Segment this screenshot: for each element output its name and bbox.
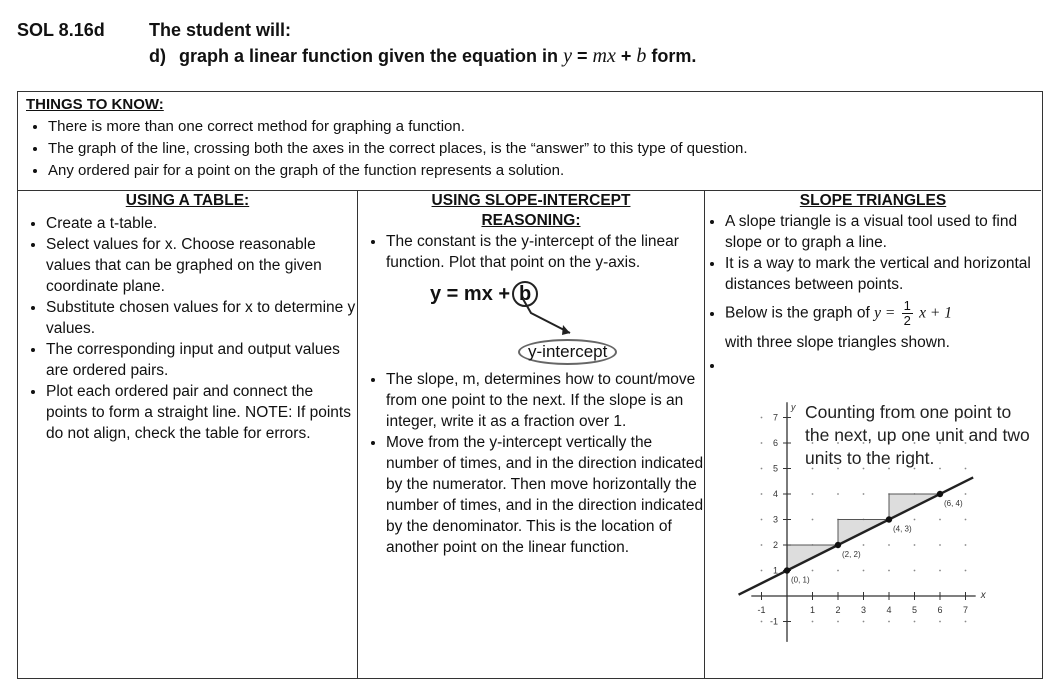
using-table-column (18, 191, 358, 678)
grid-dot (914, 519, 916, 521)
plotted-point (886, 516, 892, 522)
objective (149, 44, 696, 69)
slope-item-2: • The slope, m, determines how to count/move from one point to the next. If the slope is an integer, write it as a fraction over 1. (386, 369, 704, 432)
grid-dot (761, 519, 763, 521)
table-item: • Select values for x. Choose reasonable values that can be graphed on the given coordinate plane. (46, 234, 357, 297)
grid-dot (939, 544, 941, 546)
equation-diagram (358, 273, 704, 369)
grid-dot (812, 621, 814, 623)
objective-y: y (563, 45, 572, 67)
sol-code: SOL 8.16d (17, 20, 105, 40)
grid-dot (914, 621, 916, 623)
equation-b-circle: b (512, 281, 538, 307)
point-label: (0, 1) (791, 575, 810, 585)
using-table-title: USING A TABLE: (125, 192, 250, 209)
slope-triangles-column (705, 191, 1041, 678)
eq-num: 1 (903, 298, 911, 313)
things-to-know (26, 94, 1026, 182)
eq-y: y = (874, 304, 896, 322)
grid-dot (863, 570, 865, 572)
grid-dot (812, 493, 814, 495)
grid-dot (888, 544, 890, 546)
table-item: • Plot each ordered pair and connect the points to form a straight line. NOTE: If points do not align, check the table for errors. (46, 381, 357, 444)
x-tick-label: 1 (809, 605, 816, 615)
grid-dot (761, 621, 763, 623)
x-tick-label: 4 (886, 605, 892, 615)
x-tick-label: -1 (757, 605, 766, 615)
empty-bullet (725, 355, 1041, 376)
method-columns (18, 190, 1041, 678)
grid-dot (939, 570, 941, 572)
point-label: (4, 3) (893, 524, 912, 534)
grid-dot (863, 621, 865, 623)
y-tick-label: 4 (772, 489, 778, 499)
grid-dot (837, 621, 839, 623)
x-tick-label: 2 (835, 605, 841, 615)
grid-dot (761, 442, 763, 444)
ttk-item: • There is more than one correct method for graphing a function. (48, 116, 1026, 138)
eq-fraction (902, 299, 913, 328)
y-intercept-label: y-intercept (518, 339, 617, 365)
objective-eq: = (576, 46, 588, 66)
objective-label: d) (149, 46, 166, 66)
ttk-item: • The graph of the line, crossing both the axes in the correct places, is the “answer” to this type of question. (48, 138, 1026, 160)
slope-item-3: • Move from the y-intercept vertically the number of times, and in the direction indicated by the numerator. Then move horizontally the number of times, and in the direction indicated by the denominator. This is the location of another point on the linear function. (386, 432, 704, 558)
grid-dot (914, 570, 916, 572)
plotted-point (937, 491, 943, 497)
slope-intercept-title-2: REASONING: (481, 212, 581, 229)
y-tick-label: 7 (772, 412, 778, 423)
objective-end: form. (651, 46, 697, 66)
grid-dot (812, 519, 814, 521)
y-tick-label: 1 (772, 565, 778, 576)
triangles-item-1: • A slope triangle is a visual tool used to find slope or to graph a line. (725, 211, 1041, 253)
y-tick-label: 5 (772, 463, 778, 474)
graph-callout: Counting from one point to the next, up one unit and two units to the right. (805, 402, 1030, 468)
grid-dot (863, 493, 865, 495)
grid-dot (888, 621, 890, 623)
grid-dot (965, 621, 967, 623)
grid-dot (914, 544, 916, 546)
item3-suffix: with three slope triangles shown. (725, 334, 950, 351)
slope-intercept-column (358, 191, 705, 678)
y-tick-label: 3 (772, 514, 778, 525)
grid-dot (863, 544, 865, 546)
x-tick-label: 3 (860, 605, 867, 615)
grid-dot (812, 570, 814, 572)
objective-b: b (636, 45, 647, 67)
things-to-know-title: THINGS TO KNOW: (26, 96, 164, 113)
eq-den: 2 (903, 313, 911, 328)
grid-dot (965, 493, 967, 495)
grid-dot (761, 544, 763, 546)
triangles-item-3 (725, 299, 1041, 328)
grid-dot (939, 621, 941, 623)
grid-dot (837, 570, 839, 572)
y-axis-label: y (791, 402, 796, 413)
x-axis-label: x (980, 590, 986, 601)
ttk-item: • Any ordered pair for a point on the graph of the function represents a solution. (48, 160, 1026, 182)
plotted-point (784, 567, 790, 573)
grid-dot (965, 544, 967, 546)
point-label: (6, 4) (944, 499, 963, 508)
triangles-item-2: • It is a way to mark the vertical and horizontal distances between points. (725, 253, 1041, 295)
grid-dot (837, 493, 839, 495)
grid-dot (965, 570, 967, 572)
equation (430, 281, 538, 307)
grid-dot (761, 570, 763, 572)
grid-dot (761, 468, 763, 470)
y-tick-label: -1 (769, 616, 778, 627)
grid-dot (888, 570, 890, 572)
slope-item-1: • The constant is the y-intercept of the linear function. Plot that point on the y-axis. (386, 231, 704, 273)
grid-dot (761, 417, 763, 419)
slope-intercept-title-1: USING SLOPE-INTERCEPT (431, 192, 631, 209)
table-item: • Substitute chosen values for x to determine y values. (46, 297, 357, 339)
grid-dot (761, 493, 763, 495)
item3-prefix: Below is the graph of (725, 304, 870, 322)
y-tick-label: 6 (772, 438, 778, 448)
objective-text: graph a linear function given the equation in (179, 46, 559, 66)
eq-rest: x + 1 (919, 304, 952, 322)
student-will: The student will: (149, 20, 291, 40)
point-label: (2, 2) (842, 550, 861, 559)
x-tick-label: 6 (937, 605, 943, 615)
objective-plus: + (620, 46, 632, 66)
content-box (17, 91, 1043, 679)
x-tick-label: 7 (962, 605, 969, 615)
grid-dot (939, 519, 941, 521)
table-item: • The corresponding input and output values are ordered pairs. (46, 339, 357, 381)
slope-triangles-title: SLOPE TRIANGLES (799, 192, 947, 209)
table-item: • Create a t-table. (46, 213, 357, 234)
y-tick-label: 2 (772, 540, 778, 550)
equation-left: y = mx + (430, 283, 511, 305)
x-tick-label: 5 (911, 605, 918, 615)
grid-dot (965, 519, 967, 521)
objective-mx: mx (592, 45, 616, 67)
plotted-point (835, 542, 841, 548)
